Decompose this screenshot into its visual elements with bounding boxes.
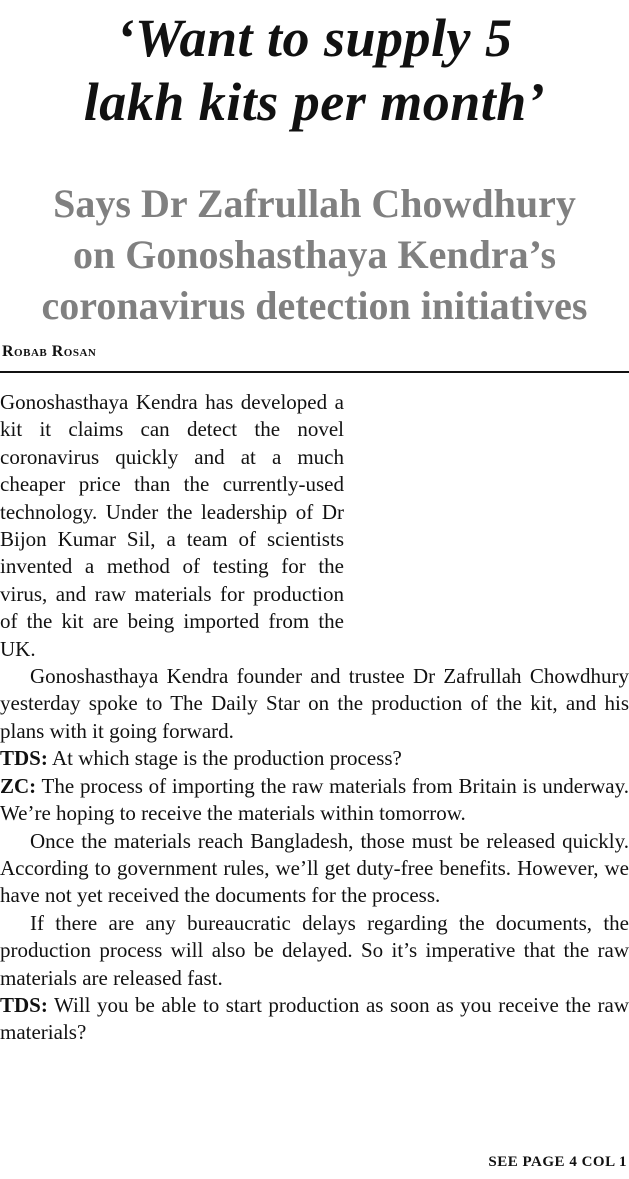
continued-jump-line: SEE PAGE 4 COL 1: [488, 1154, 627, 1170]
headline-line-1: ‘Want to supply 5: [116, 8, 513, 68]
body-paragraph-2: Once the materials reach Bangladesh, those must be released quickly. According to government rules, we’ll get duty-free benefits. However, we have not yet received the documents for the process.: [0, 828, 629, 908]
byline-divider: [0, 371, 629, 373]
subheadline-line-2: on Gonoshasthaya Kendra’s: [72, 232, 557, 277]
question-2: [0, 992, 629, 1047]
question-1-text: At which stage is the production process?: [47, 746, 402, 771]
article-body: [0, 389, 629, 1047]
body-paragraph-3: If there are any bureaucratic delays regarding the documents, the production process will also be delayed. So it’s imperative that the raw materials are released fast.: [0, 910, 629, 990]
speaker-label-tds: TDS:: [0, 992, 48, 1017]
answer-1-text: The process of importing the raw materials from Britain is underway. We’re hoping to receive the materials within tomorrow.: [0, 773, 629, 826]
intro-paragraph: Gonoshasthaya Kendra has developed a kit it claims can detect the novel coronavirus quickly and at a much cheaper price than the currently-used technology. Under the leadership of Dr Bijon Kumar Sil, a team of scientists invented a method of testing for the virus, and raw materials for production of the kit are being imported from the UK.: [0, 390, 344, 661]
body-paragraph-1: Gonoshasthaya Kendra founder and trustee Dr Zafrullah Chowdhury yesterday spoke to The Daily Star on the production of the kit, and his plans with it going forward.: [0, 664, 629, 743]
question-2-text: Will you be able to start production as soon as you receive the raw materials?: [0, 992, 629, 1045]
headline-line-2: lakh kits per month’: [83, 72, 546, 132]
byline: Robab Rosan: [2, 343, 97, 360]
subheadline: [0, 178, 629, 331]
speaker-label-tds: TDS:: [0, 746, 48, 771]
headline: [0, 6, 629, 134]
speaker-label-zc: ZC:: [0, 773, 37, 798]
answer-1: [0, 773, 629, 828]
subheadline-line-1: Says Dr Zafrullah Chowdhury: [53, 181, 576, 226]
subheadline-line-3: coronavirus detection initiatives: [41, 283, 588, 328]
question-1: [0, 745, 629, 772]
